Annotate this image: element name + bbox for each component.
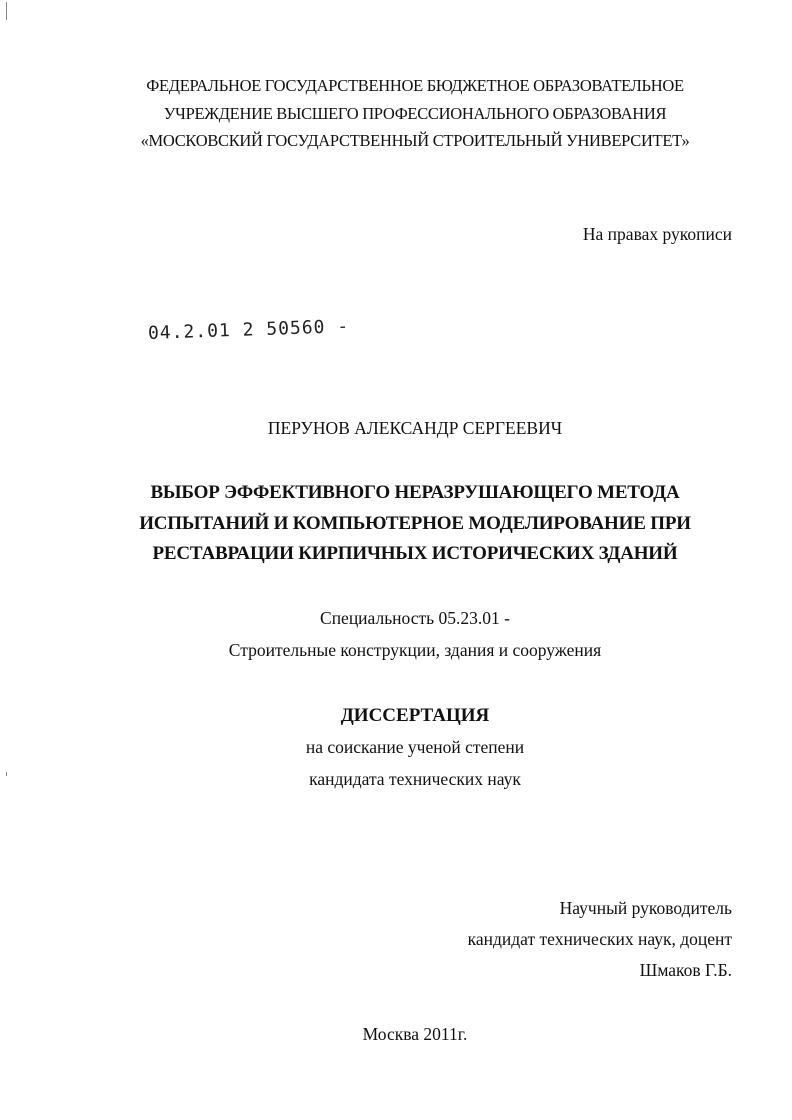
author-name: ПЕРУНОВ АЛЕКСАНДР СЕРГЕЕВИЧ <box>267 418 563 438</box>
supervisor-name: Шмаков Г.Б. <box>639 960 732 980</box>
institution-line-1: ФЕДЕРАЛЬНОЕ ГОСУДАРСТВЕННОЕ БЮДЖЕТНОЕ ОБРАЗОВАТЕЛЬНОЕ <box>146 76 684 95</box>
dissertation-title-line-3: РЕСТАВРАЦИИ КИРПИЧНЫХ ИСТОРИЧЕСКИХ ЗДАНИЙ <box>152 543 678 564</box>
dissertation-title-line-1: ВЫБОР ЭФФЕКТИВНОГО НЕРАЗРУШАЮЩЕГО МЕТОДА <box>150 482 680 503</box>
specialty-name: Строительные конструкции, здания и сооружения <box>228 640 602 660</box>
library-stamp: 04.2.01 2 50560 - <box>147 315 350 344</box>
institution-line-2: УЧРЕЖДЕНИЕ ВЫСШЕГО ПРОФЕССИОНАЛЬНОГО ОБРАЗОВАНИЯ <box>163 104 667 123</box>
degree-name: кандидата технических наук <box>309 769 521 789</box>
scan-mark-middle <box>6 772 7 776</box>
specialty-code: Специальность 05.23.01 - <box>320 608 510 628</box>
place-and-year: Москва 2011г. <box>362 1024 468 1044</box>
institution-line-3: «МОСКОВСКИЙ ГОСУДАРСТВЕННЫЙ СТРОИТЕЛЬНЫЙ УНИВЕРСИТЕТ» <box>140 131 690 150</box>
degree-purpose: на соискание ученой степени <box>305 737 525 757</box>
dissertation-heading: ДИССЕРТАЦИЯ <box>340 705 490 726</box>
supervisor-degree: кандидат технических наук, доцент <box>467 929 732 949</box>
supervisor-role: Научный руководитель <box>559 898 732 918</box>
dissertation-title-line-2: ИСПЫТАНИЙ И КОМПЬЮТЕРНОЕ МОДЕЛИРОВАНИЕ ПРИ <box>139 513 691 534</box>
scan-mark-top <box>6 2 7 20</box>
manuscript-note: На правах рукописи <box>582 224 732 244</box>
